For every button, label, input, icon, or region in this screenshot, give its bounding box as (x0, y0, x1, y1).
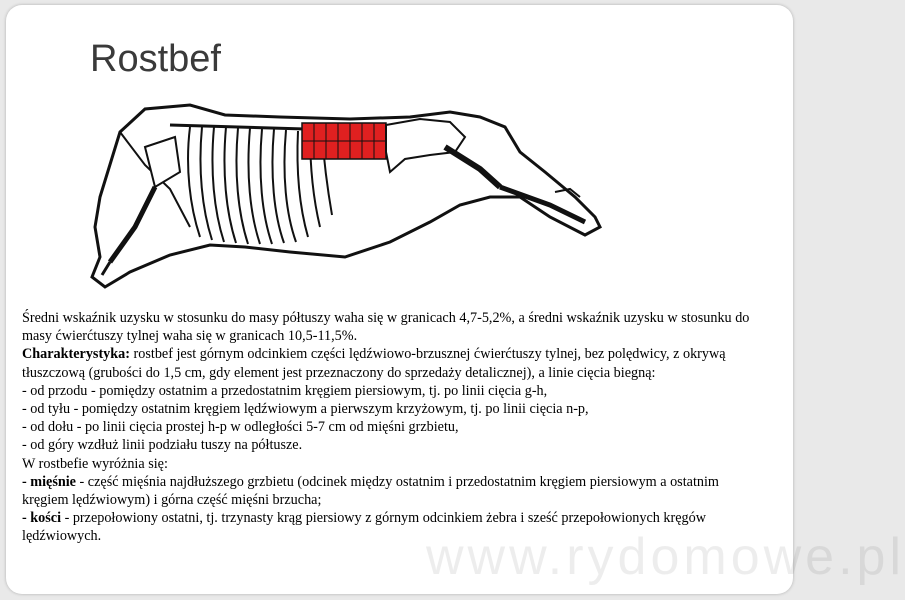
cut-line-back: - od tyłu - pomiędzy ostatnim kręgiem lędźwiowym a pierwszym krzyżowym, tj. po linii cięcia n-p, (22, 401, 589, 418)
cut-line-bottom: - od dołu - po linii cięcia prostej h-p w odległości 5-7 cm od mięśni grzbietu, (22, 419, 459, 436)
distinguish-heading: W rostbefie wyróżnia się: (22, 455, 168, 472)
cut-line-front: - od przodu - pomiędzy ostatnim a przedostatnim kręgiem piersiowym, tj. po linii cięcia g-h, (22, 382, 548, 399)
intro-paragraph: Średni wskaźnik uzysku w stosunku do masy półtuszy waha się w granicach 4,7-5,2%, a średni wskaźnik uzysku w stosunku do masy ćwierćtuszy tylnej waha się w granicach 10,5-11,5%. (22, 310, 750, 345)
slide (6, 5, 905, 594)
carcass-diagram (50, 77, 610, 309)
slide-title: Rostbef (90, 38, 221, 80)
characteristics-text: rostbef jest górnym odcinkiem części lędźwiowo-brzusznej ćwierćtuszy tylnej, bez polędwicy, z okrywą tłuszczową (grubości do 1,5 cm, gdy element jest przeznaczony do sprzedaży detalicznej), a linie cięcia biegną: (22, 346, 726, 381)
bones-text: - przepołowiony ostatni, tj. trzynasty krąg piersiowy z górnym odcinkiem żebra i sześć przepołowionych kręgów lędźwiowych. (22, 510, 706, 545)
body-text (22, 309, 766, 546)
muscles-label: - mięśnie (22, 473, 76, 490)
muscles-text: - część mięśnia najdłuższego grzbietu (odcinek między ostatnim i przedostatnim kręgiem piersiowym a ostatnim kręgiem lędźwiowym) i górna część mięśni brzucha; (22, 473, 719, 509)
muscles-paragraph (22, 473, 766, 509)
bones-label: - kości (22, 510, 62, 527)
characteristics-label: Charakterystyka: (22, 346, 130, 363)
cut-line-top: - od góry wzdłuż linii podziału tuszy na półtusze. (22, 437, 303, 454)
characteristics-paragraph (22, 345, 766, 381)
watermark: www.rydomowe.pl (426, 528, 905, 586)
carcass-svg (50, 77, 610, 309)
